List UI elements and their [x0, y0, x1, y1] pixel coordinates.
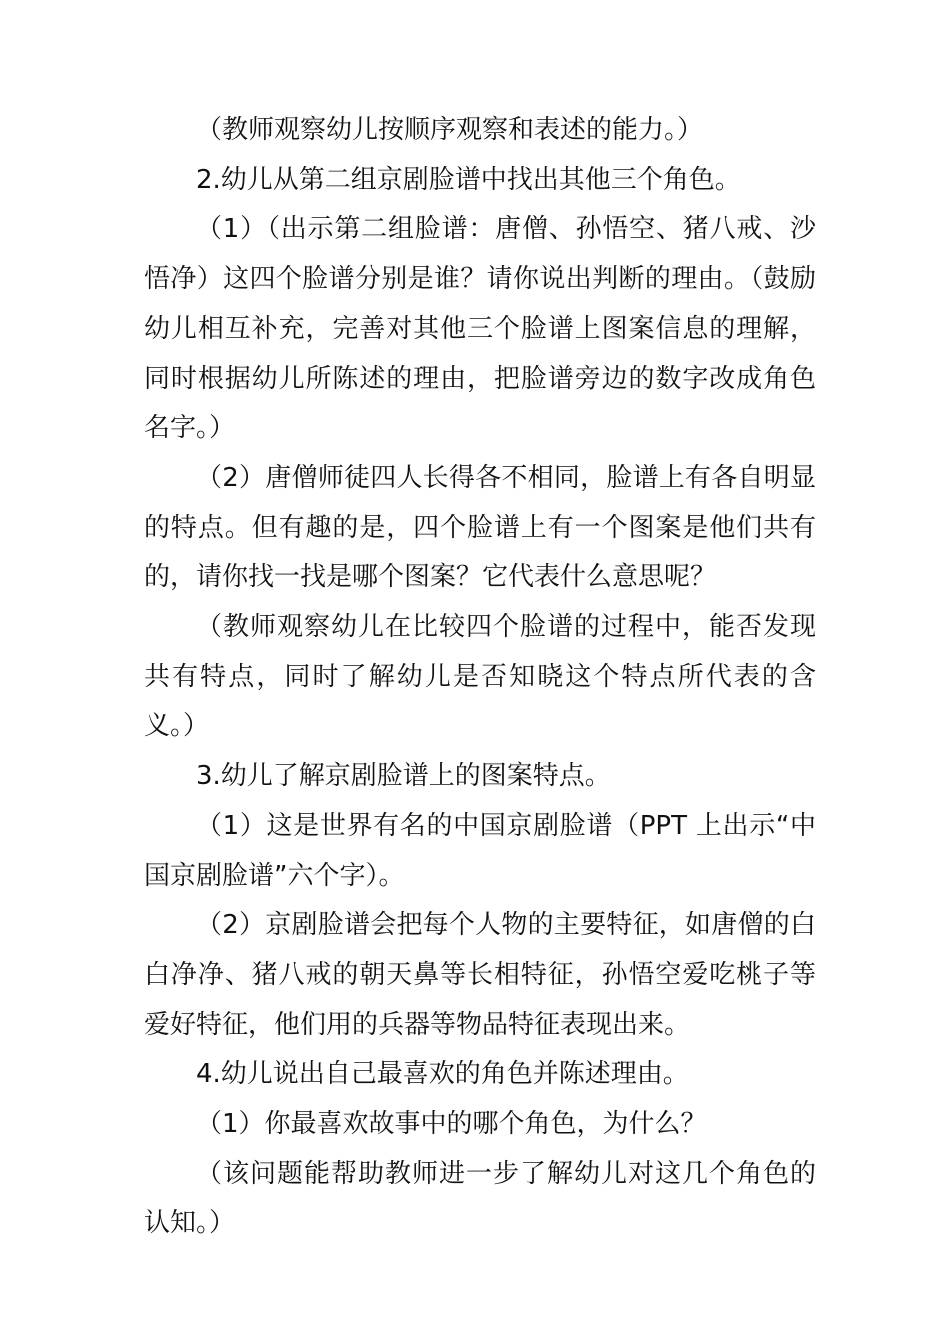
paragraph-step-4-item-1: （1）你最喜欢故事中的哪个角色，为什么？: [196, 1109, 707, 1140]
paragraph-step-2-item-2: （2）唐僧师徒四人长得各不相同，脸谱上有各自明显的特点。但有趣的是，四个脸谱上有一个图案是他们共有的，请你找一找是哪个图案？它代表什么意思呢？: [144, 462, 816, 593]
document-page: [144, 106, 816, 1249]
paragraph-step-2-heading: 2.幼儿从第二组京剧脸谱中找出其他三个角色。: [196, 164, 741, 195]
paragraph-teacher-observation-2: （教师观察幼儿在比较四个脸谱的过程中，能否发现共有特点，同时了解幼儿是否知晓这个特点所代表的含义。）: [144, 612, 816, 742]
paragraph-step-3-item-2: （2）京剧脸谱会把每个人物的主要特征，如唐僧的白白净净、猪八戒的朝天鼻等长相特征，孙悟空爱吃桃子等爱好特征，他们用的兵器等物品特征表现出来。: [144, 910, 816, 1040]
paragraph-step-4-heading: 4.幼儿说出自己最喜欢的角色并陈述理由。: [196, 1059, 689, 1090]
paragraph-step-3-item-1: （1）这是世界有名的中国京剧脸谱（PPT 上出示“中国京剧脸谱”六个字）。: [144, 810, 816, 891]
paragraph-step-3-heading: 3.幼儿了解京剧脸谱上的图案特点。: [196, 761, 611, 792]
paragraph-teacher-note-3: （该问题能帮助教师进一步了解幼儿对这几个角色的认知。）: [144, 1158, 816, 1239]
paragraph-step-2-item-1: （1）（出示第二组脸谱：唐僧、孙悟空、猪八戒、沙悟净）这四个脸谱分别是谁？请你说出判断的理由。（鼓励幼儿相互补充，完善对其他三个脸谱上图案信息的理解，同时根据幼儿所陈述的理由，把脸谱旁边的数字改成角色名字。）: [144, 214, 816, 444]
paragraph-teacher-observation-1: （教师观察幼儿按顺序观察和表述的能力。）: [196, 115, 704, 145]
